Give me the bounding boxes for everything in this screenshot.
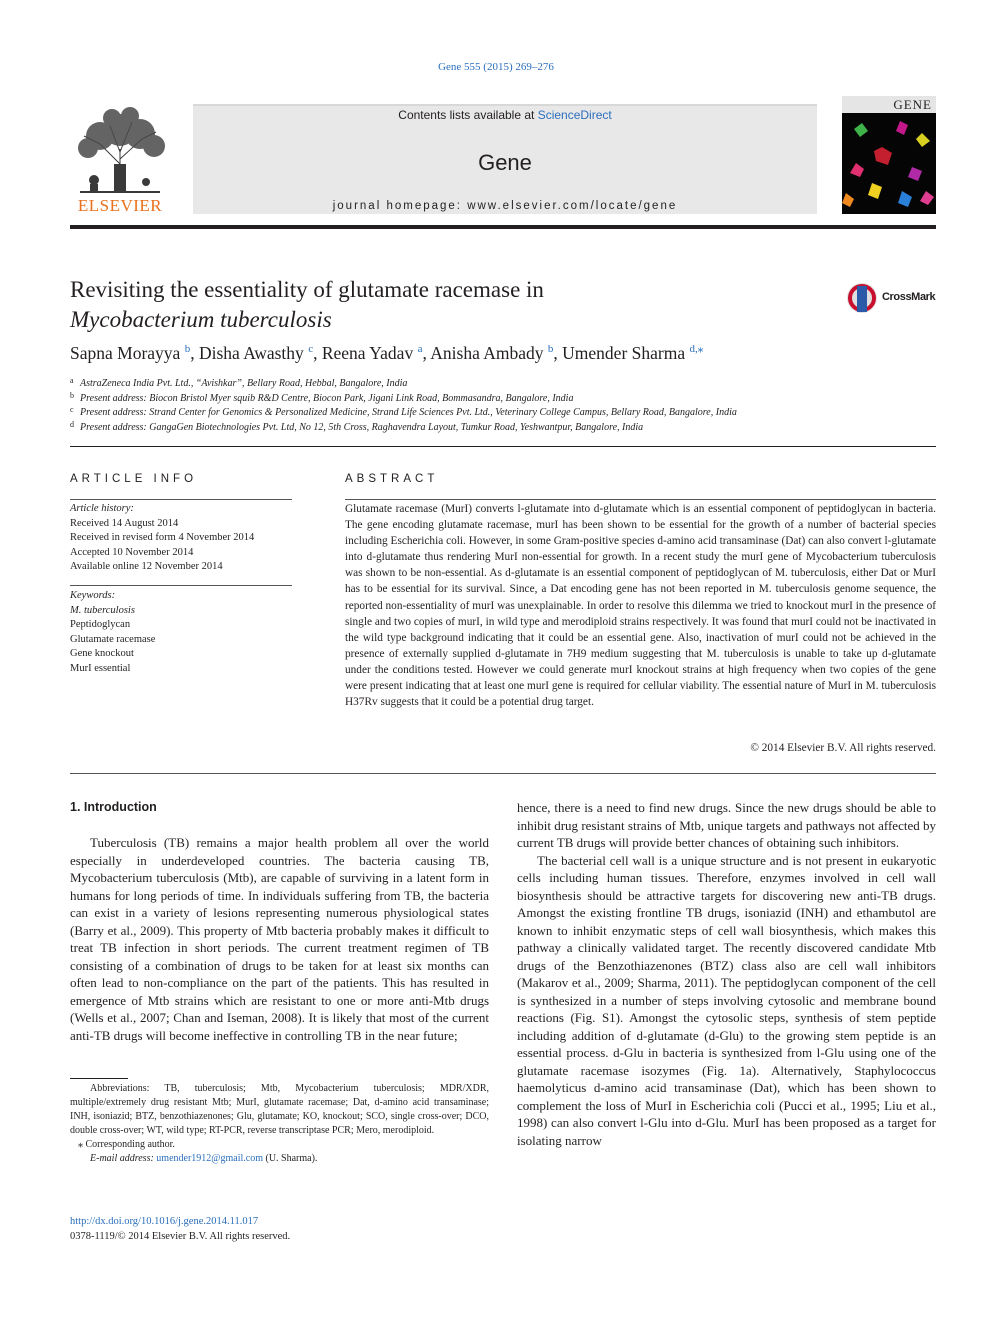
affiliation-mark: c <box>70 405 74 414</box>
affiliation-text: AstraZeneca India Pvt. Ltd., “Avishkar”, Bellary Road, Hebbal, Bangalore, India <box>80 378 408 389</box>
keyword: MurI essential <box>70 662 131 674</box>
elsevier-tree-icon <box>70 104 170 196</box>
history-label: Article history: <box>70 503 134 514</box>
author[interactable] <box>562 343 703 363</box>
affiliation <box>70 406 936 421</box>
journal-name: Gene <box>478 150 532 175</box>
corresponding-author-note: ⁎ Corresponding author. <box>78 1139 175 1150</box>
author-name: Anisha Ambady <box>430 342 544 363</box>
keyword: M. tuberculosis <box>70 604 135 616</box>
author-name: Umender Sharma <box>562 342 686 363</box>
affiliation-text: Present address: Biocon Bristol Myer squib R&D Centre, Biocon Park, Jigani Link Road, Bommasandra, Bangalore, India <box>80 392 574 404</box>
history-item: Available online 12 November 2014 <box>70 561 223 572</box>
elsevier-logo <box>70 104 170 216</box>
abstract-heading: ABSTRACT <box>345 473 439 485</box>
affiliation-mark: a <box>70 376 74 385</box>
author[interactable] <box>70 343 199 363</box>
journal-header <box>70 96 936 214</box>
keyword: Peptidoglycan <box>70 619 131 630</box>
keyword: Glutamate racemase <box>70 633 156 645</box>
crossmark-label: CrossMark <box>882 291 936 303</box>
info-rule-2 <box>70 585 292 586</box>
section-heading-introduction: 1. Introduction <box>70 800 157 814</box>
article-title-line-1: Revisiting the essentiality of glutamate racemase in <box>70 277 544 302</box>
author-separator: , <box>313 342 322 363</box>
citation-link[interactable]: Gene 555 (2015) 269–276 <box>438 61 554 73</box>
journal-citation[interactable] <box>0 61 992 73</box>
footnote-rule <box>70 1078 128 1079</box>
author-name: Sapna Morayya <box>70 342 181 363</box>
author-affil-mark[interactable]: d,⁎ <box>689 343 704 355</box>
bottom-meta <box>70 1214 290 1244</box>
cover-art-icon <box>842 113 936 214</box>
crossmark-icon <box>846 282 878 314</box>
issn-line: 0378-1119/© 2014 Elsevier B.V. All rights reserved. <box>70 1231 291 1242</box>
email-suffix: (U. Sharma). <box>262 1153 318 1164</box>
author-list <box>70 342 936 364</box>
affiliation-text: Present address: GangaGen Biotechnologies Pvt. Ltd, No 12, 5th Cross, Raghavendra Layout, Tumkur Road, Yeshwantpur, Bangalore, India <box>80 421 644 433</box>
article-title-line-2: Mycobacterium tuberculosis <box>70 307 332 332</box>
author[interactable] <box>199 343 322 363</box>
abstract-text: Glutamate racemase (MurI) converts l-glutamate into d-glutamate which is an essential component of peptidoglycan in bacteria. The gene encoding glutamate racemase, murI has been shown to be essential for the growth of a number of bacterial species including Escherichia coli. However, in some Gram-positive species d-amino acid transaminase (Dat) can also convert l-glutamate into d-glutamate thus rendering MurI non-essential for growth. In a recent study the murI gene of Mycobacterium tuberculosis was shown to be non-essential. As d-glutamate is an essential component of peptidoglycan of M. tuberculosis, either Dat or MurI has to be essential for its survival. Since, a Dat encoding gene has not been reported in M. tuberculosis genome sequence, the reported non-essentiality of murI was unexplainable. In order to resolve this dilemma we tried to knockout murI in the presence of single and two copies of murI, in wild type and merodiploid strains respectively. It was found that murI could not be inactivated in the wild type background indicating that it could be an essential gene. Also, inactivation of murI could not be achieved in the presence of externally supplied d-glutamate in 7H9 medium suggesting that M. tuberculosis is unable to take up d-glutamate under the conditions tested. However we could generate murI knockout strains at high frequency when two copies of the gene were present indicating that at least one murI gene is required for cellular viability. The essential nature of MurI in M. tuberculosis H37Rv suggests that it could be a potential drug target. <box>345 503 936 709</box>
affiliation <box>70 421 936 436</box>
affiliation <box>70 392 936 407</box>
journal-cover-image <box>842 96 936 214</box>
author[interactable] <box>322 343 430 363</box>
crossmark-button[interactable] <box>846 282 938 314</box>
author-affil-mark[interactable]: b <box>547 343 554 355</box>
journal-homepage[interactable]: journal homepage: www.elsevier.com/locate/gene <box>332 200 678 212</box>
keywords-label: Keywords: <box>70 590 116 601</box>
abstract-rule <box>345 499 936 500</box>
affiliation-text: Present address: Strand Center for Genomics & Personalized Medicine, Strand Life Sciences Pvt. Ltd., Veterinary College Campus, Bellary Road, Bangalore, India <box>80 407 737 418</box>
author[interactable] <box>430 343 562 363</box>
info-rule-1 <box>70 499 292 500</box>
author-affil-mark[interactable]: a <box>417 343 423 355</box>
author-separator: , <box>422 342 431 363</box>
history-item: Received in revised form 4 November 2014 <box>70 532 255 543</box>
abstract-copyright: © 2014 Elsevier B.V. All rights reserved. <box>750 742 936 754</box>
email-footnote <box>70 1152 489 1166</box>
author-affil-mark[interactable]: c <box>308 343 314 355</box>
abbreviations-footnote: Abbreviations: TB, tuberculosis; Mtb, Mycobacterium tuberculosis; MDR/XDR, multiple/extremely drug resistant Mtb; MurI, glutamate racemase; Dat, d-amino acid transaminase; INH, isoniazid; BTZ, benzothiazenones; Glu, glutamate; KO, knockout; SCO, single cross-over; DCO, double cross-over; WT, wild type; RT-PCR, reverse transcriptase PCR; Mero, merodiploid. <box>70 1083 489 1136</box>
author-separator: , <box>553 342 563 363</box>
left-column <box>70 834 489 1044</box>
body-paragraph: The bacterial cell wall is a unique structure and is not present in eukaryotic cells including human tissues. Therefore, enzymes involved in cell wall biosynthesis should be attractive targets for discovering new anti-TB drugs. Amongst the existing frontline TB drugs, isoniazid (INH) and ethambutol are known to inhibit enzymatic steps of cell wall biosynthesis, which makes this pathway a clinically validated target. The recently discovered candidate Mtb drugs of the Benzothiazenones (BTZ) class also are cell wall inhibitors (Makarov et al., 2009; Sharma, 2011). The peptidoglycan component of the cell is synthesized in a number of steps involving cytosolic and membrane bound reactions (Fig. S1). Amongst the cytosolic steps, synthesis of stem peptide including addition of d-glutamate (d-Glu) to the growing stem peptide is an essential process. d-Glu in bacteria is synthesized from l-Glu using one of the glutamate racemase isozymes (Fig. 1a). Alternatively, Staphylococcus haemolyticus d-amino acid transaminase (Dat), which has been shown to complement the loss of MurI in Escherichia coli (Pucci et al., 1995; Liu et al., 1998) can also convert l-Glu into d-Glu. MurI has been proposed as a target for isolating narrow <box>517 852 936 1148</box>
author-name: Disha Awasthy <box>198 342 304 363</box>
elsevier-wordmark: ELSEVIER <box>77 196 163 215</box>
affiliations <box>70 377 936 435</box>
affiliation-mark: d <box>70 419 74 429</box>
contents-line <box>193 108 817 122</box>
history-item: Accepted 10 November 2014 <box>70 546 194 558</box>
body-paragraph: hence, there is a need to find new drugs. Since the new drugs should be able to inhibit drug resistant strains of Mtb, unique targets and pathways not affected by current TB drugs will provide better chances of obtaining such inhibitors. <box>517 800 936 850</box>
sciencedirect-link[interactable]: ScienceDirect <box>537 108 612 122</box>
article-title <box>70 275 770 335</box>
history-item: Received 14 August 2014 <box>70 517 179 529</box>
keywords <box>70 589 292 676</box>
author-name: Reena Yadav <box>321 342 414 363</box>
abstract-end-rule <box>70 773 936 774</box>
affiliation-mark: b <box>70 390 74 400</box>
article-history <box>70 502 292 575</box>
footnotes <box>70 1082 489 1166</box>
right-column <box>517 799 936 1149</box>
affiliation <box>70 377 936 392</box>
journal-banner <box>193 104 817 214</box>
affiliation-rule <box>70 446 936 447</box>
keyword: Gene knockout <box>70 648 134 659</box>
contents-prefix: Contents lists available at <box>398 108 538 122</box>
author-separator: , <box>190 342 199 363</box>
email-link[interactable]: umender1912@gmail.com <box>156 1153 263 1164</box>
cover-title: GENE <box>842 96 936 113</box>
doi-link[interactable]: http://dx.doi.org/10.1016/j.gene.2014.11.017 <box>70 1216 259 1227</box>
body-paragraph: Tuberculosis (TB) remains a major health problem all over the world especially in underdeveloped countries. The bacteria causing TB, Mycobacterium tuberculosis (Mtb), are capable of surviving in a latent form in humans for long periods of time. In individuals suffering from TB, the bacteria can exist in a variety of lesions representing numerous physiological states (Barry et al., 2009). This property of Mtb bacteria probably makes it difficult to treat TB infection in short periods. The current treatment regimen of TB consisting of a combination of drugs to be taken for at least six months can often lead to non-compliance on the part of the patients. This has resulted in emergence of Mtb strains which are resistant to one or more anti-Mtb drugs (Wells et al., 2007; Chan and Iseman, 2008). It is likely that most of the current anti-TB drugs will become ineffective in controlling TB in the near future; <box>70 835 489 1043</box>
header-rule <box>70 225 936 229</box>
author-affil-mark[interactable]: b <box>184 343 191 355</box>
email-label: E-mail address: <box>90 1153 157 1164</box>
article-info-heading: ARTICLE INFO <box>70 473 198 485</box>
